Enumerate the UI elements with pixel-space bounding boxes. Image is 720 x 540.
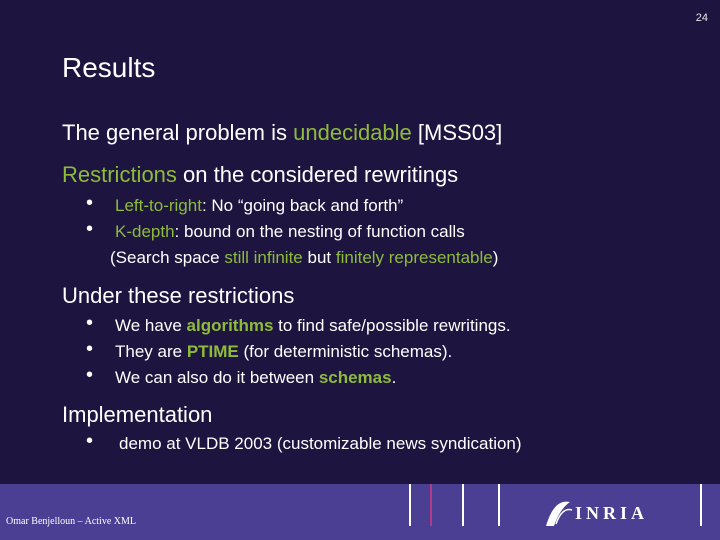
footer-divider — [462, 484, 464, 526]
footer-divider — [498, 484, 500, 526]
bullet-dot: • — [86, 364, 94, 386]
paragraph-under-restrictions: Under these restrictions — [62, 283, 295, 308]
paragraph-restrictions: Restrictions on the considered rewritings — [62, 162, 459, 187]
bullet-dot: • — [86, 312, 94, 334]
list-item-left-to-right: Left-to-right: No “going back and forth” — [115, 196, 404, 215]
list-item-schemas: We can also do it between schemas. — [115, 368, 397, 387]
footer-divider — [430, 484, 432, 526]
bullet-dot: • — [86, 430, 94, 452]
footer-author: Omar Benjelloun – Active XML — [6, 516, 136, 527]
bullet-dot: • — [86, 192, 94, 214]
search-space-note: (Search space still infinite but finitely representable) — [110, 248, 499, 267]
page-number: 24 — [695, 12, 708, 24]
list-item-algorithms: We have algorithms to find safe/possible rewritings. — [115, 316, 511, 335]
footer-divider — [700, 484, 702, 526]
slide-title: Results — [62, 52, 156, 83]
list-item-k-depth: K-depth: bound on the nesting of function calls — [115, 222, 465, 241]
bullet-dot: • — [86, 218, 94, 240]
list-item-ptime: They are PTIME (for deterministic schemas). — [115, 342, 453, 361]
paragraph-implementation: Implementation — [62, 402, 213, 427]
logo-text: INRIA — [575, 503, 649, 523]
footer-divider — [409, 484, 411, 526]
list-item-demo: demo at VLDB 2003 (customizable news syndication) — [119, 434, 522, 453]
bullet-dot: • — [86, 338, 94, 360]
paragraph-undecidable: The general problem is undecidable [MSS03] — [62, 120, 503, 145]
